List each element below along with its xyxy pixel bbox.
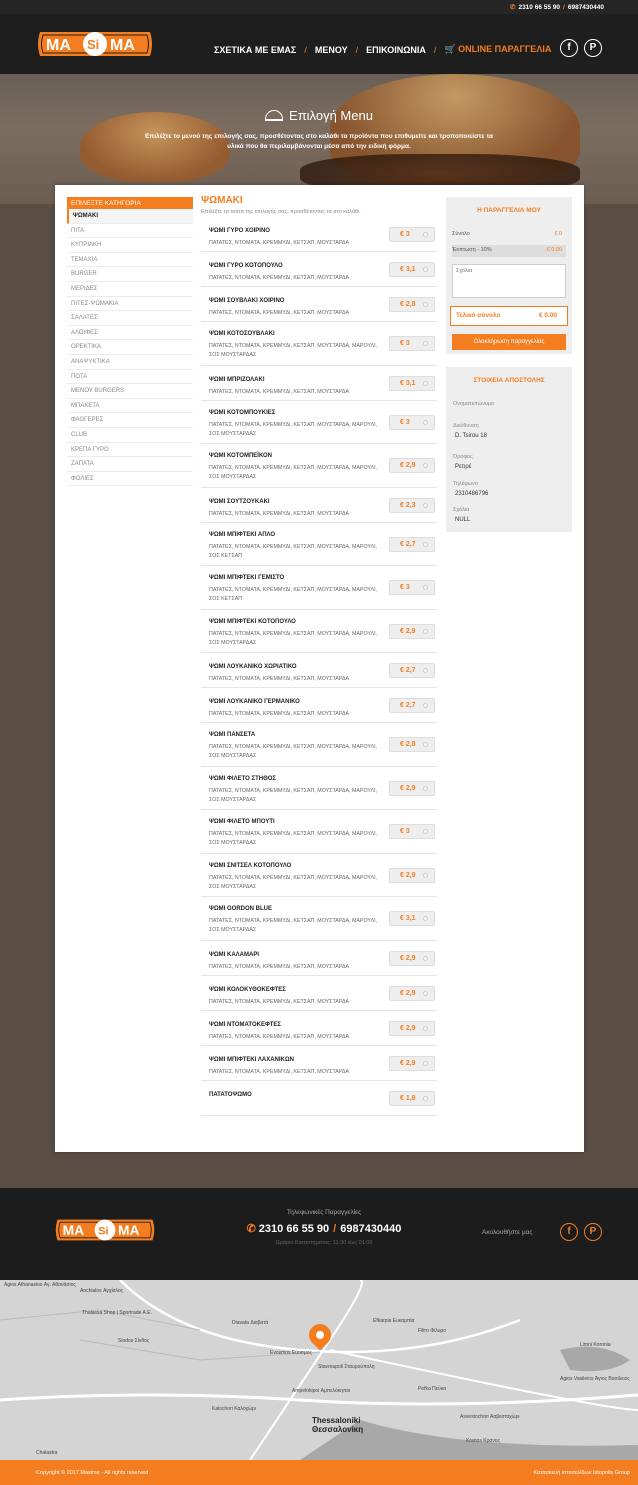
product-price: € 3,1 bbox=[400, 379, 416, 387]
product-description: ΠΑΤΑΤΕΣ, ΝΤΟΜΑΤΑ, ΚΡΕΜΜΥΔΙ, ΚΕΤΣΑΠ, ΜΟΥΣΤΑΡΔΑ bbox=[209, 510, 350, 517]
footer-heading: Τηλεφωνικές Παραγγελίες bbox=[286, 1209, 362, 1216]
add-to-cart-button[interactable] bbox=[389, 986, 435, 1001]
product-description: ΠΑΤΑΤΕΣ, ΝΤΟΜΑΤΑ, ΚΡΕΜΜΥΔΙ, ΚΕΤΣΑΠ, ΜΟΥΣΤΑΡΔΑ, ΜΑΡΟΥΛΙ, ΣΟΣ ΜΟΥΣΤΑΡΔΑΣ bbox=[209, 343, 378, 358]
product-price: € 2,7 bbox=[400, 702, 416, 709]
add-icon bbox=[423, 703, 428, 708]
add-icon bbox=[423, 463, 428, 468]
map-label: Sindos Σίνδος bbox=[118, 1338, 150, 1344]
product-row bbox=[201, 1081, 437, 1116]
shipping-address-label: Διεύθυνση bbox=[453, 423, 479, 429]
product-row bbox=[201, 810, 437, 854]
product-price: € 3,1 bbox=[400, 266, 416, 273]
add-icon bbox=[423, 668, 428, 673]
map-label: Thalassa Shop | Sportrade A.E. bbox=[82, 1310, 152, 1316]
category-item[interactable]: ΠΟΤΑ bbox=[67, 370, 193, 385]
add-to-cart-button[interactable] bbox=[389, 1056, 435, 1071]
footer bbox=[0, 1188, 638, 1280]
product-row bbox=[201, 252, 437, 287]
order-sum-value: € 0 bbox=[554, 231, 562, 237]
category-item[interactable]: BURGER bbox=[67, 267, 193, 282]
add-to-cart-button[interactable] bbox=[389, 737, 435, 752]
pinterest-icon[interactable]: P bbox=[584, 39, 602, 57]
category-header: ΕΠΙΛΕΞΤΕ ΚΑΤΗΓΟΡΙΑ bbox=[67, 197, 193, 209]
product-price: € 3 bbox=[400, 584, 410, 592]
add-icon bbox=[423, 1061, 428, 1066]
product-name: ΨΩΜΙ ΓΥΡΟ ΧΟΙΡΙΝΟ bbox=[209, 228, 270, 234]
product-name: ΨΩΜΙ ΓΥΡΟ ΚΟΤΟΠΟΥΛΟ bbox=[209, 263, 283, 269]
product-description: ΠΑΤΑΤΕΣ, ΝΤΟΜΑΤΑ, ΚΡΕΜΜΥΔΙ, ΚΕΤΣΑΠ, ΜΟΥΣΤΑΡΔΑ, ΜΑΡΟΥΛΙ, ΣΟΣ ΚΕΤΣΑΠ bbox=[209, 543, 378, 559]
category-item[interactable]: ΜΕΡΙΔΕΣ bbox=[67, 282, 193, 297]
category-item[interactable]: ΠΙΤΑ bbox=[67, 224, 193, 239]
logo-text-left: MA bbox=[46, 37, 71, 54]
add-to-cart-button[interactable] bbox=[389, 868, 435, 883]
footer-phone-2[interactable]: 6987430440 bbox=[340, 1223, 402, 1235]
product-description: ΠΑΤΑΤΕΣ, ΝΤΟΜΑΤΑ, ΚΡΕΜΜΥΔΙ, ΚΕΤΣΑΠ, ΜΟΥΣΤΑΡΔΑ, ΜΑΡΟΥΛΙ, ΣΟΣ ΚΕΤΣΑΠ bbox=[209, 587, 378, 602]
product-row bbox=[201, 767, 437, 811]
complete-order-button[interactable]: Ολοκλήρωση παραγγελίας bbox=[452, 334, 566, 350]
shipping-floor-value: Ρετιρέ bbox=[455, 464, 472, 470]
product-price: € 3 bbox=[400, 828, 410, 836]
add-to-cart-button[interactable] bbox=[389, 297, 435, 312]
order-title: Η ΠΑΡΑΓΓΕΛΙΑ ΜΟΥ bbox=[477, 207, 541, 214]
add-icon bbox=[423, 742, 428, 747]
product-price: € 2,9 bbox=[400, 462, 416, 470]
product-row bbox=[201, 653, 437, 688]
product-name: ΨΩΜΙ ΜΠΡΙΖΟΛΑΚΙ bbox=[209, 376, 265, 383]
category-item[interactable]: ΚΡΕΠΑ ΓΥΡΟ bbox=[67, 443, 193, 458]
product-row bbox=[201, 444, 437, 488]
product-price: € 3 bbox=[400, 340, 410, 348]
top-bar bbox=[0, 0, 638, 14]
top-phone-1[interactable]: 2310 66 55 90 bbox=[518, 4, 561, 11]
product-price: € 2,8 bbox=[400, 741, 416, 749]
shipping-address-value: D. Tsirou 18 bbox=[455, 433, 487, 439]
shipping-floor-label: Όροφος bbox=[453, 454, 473, 460]
product-price: € 2,9 bbox=[400, 627, 416, 635]
add-icon bbox=[423, 786, 428, 791]
footer-facebook-icon[interactable]: f bbox=[560, 1223, 578, 1241]
svg-text:MA: MA bbox=[117, 1222, 140, 1239]
product-row bbox=[201, 566, 437, 610]
category-item[interactable]: ΟΡΕΚΤΙΚΑ bbox=[67, 340, 193, 355]
main-nav: ΣΧΕΤΙΚΑ ΜΕ ΕΜΑΣ / ΜΕΝΟΥ / ΕΠΙΚΟΙΝΩΝΙΑ / 🛒 ONLINE ΠΑΡΑΓΓΕΛΙΑ bbox=[214, 44, 552, 55]
add-to-cart-button[interactable] bbox=[389, 1091, 435, 1106]
product-description: ΠΑΤΑΤΕΣ, ΝΤΟΜΑΤΑ, ΚΡΕΜΜΥΔΙ, ΚΕΤΣΑΠ, ΜΟΥΣΤΑΡΔΑ bbox=[209, 1068, 350, 1075]
add-icon bbox=[423, 232, 428, 237]
product-description: ΠΑΤΑΤΕΣ, ΝΤΟΜΑΤΑ, ΚΡΕΜΜΥΔΙ, ΚΕΤΣΑΠ, ΜΟΥΣΤΑΡΔΑ bbox=[209, 998, 350, 1005]
add-to-cart-button[interactable] bbox=[389, 1021, 435, 1036]
product-name: ΨΩΜΙ ΚΟΤΟΣΟΥΒΛΑΚΙ bbox=[209, 331, 275, 337]
phone-icon: ✆ bbox=[246, 1223, 256, 1235]
add-icon bbox=[423, 381, 428, 386]
product-price: € 2,8 bbox=[400, 301, 416, 308]
category-item[interactable]: ΖΑΠΑΤΑ bbox=[67, 457, 193, 472]
product-row bbox=[201, 488, 437, 523]
product-price: € 2,9 bbox=[400, 954, 416, 962]
hero-title: Επιλογή Menu bbox=[0, 108, 638, 123]
product-row bbox=[201, 897, 437, 941]
add-icon bbox=[423, 873, 428, 878]
map-label: Kalochori Καλοχώρι bbox=[212, 1406, 256, 1412]
product-name: ΨΩΜΙ ΣΝΙΤΣΕΛ ΚΟΤΟΠΟΥΛΟ bbox=[209, 862, 292, 869]
svg-text:MA: MA bbox=[62, 1222, 85, 1239]
product-description: ΠΑΤΑΤΕΣ, ΝΤΟΜΑΤΑ, ΚΡΕΜΜΥΔΙ, ΚΕΤΣΑΠ, ΜΟΥΣΤΑΡΔΑ, ΜΑΡΟΥΛΙ, ΣΟΣ ΜΟΥΣΤΑΡΔΑΣ bbox=[209, 421, 378, 437]
product-list bbox=[201, 195, 437, 1102]
map-label: Limni Koronia bbox=[580, 1342, 611, 1348]
product-name: ΨΩΜΙ ΜΠΙΦΤΕΚΙ ΑΠΛΟ bbox=[209, 531, 276, 538]
product-name: ΨΩΜΙ ΜΠΙΦΤΕΚΙ ΚΟΤΟΠΟΥΛΟ bbox=[209, 618, 296, 625]
product-description: ΠΑΤΑΤΕΣ, ΝΤΟΜΑΤΑ, ΚΡΕΜΜΥΔΙ, ΚΕΤΣΑΠ, ΜΟΥΣΤΑΡΔΑ, ΜΑΡΟΥΛΙ, ΣΟΣ ΜΟΥΣΤΑΡΔΑΣ bbox=[209, 630, 378, 646]
product-row bbox=[201, 1046, 437, 1081]
product-row bbox=[201, 287, 437, 322]
add-to-cart-button[interactable] bbox=[389, 698, 435, 713]
category-item[interactable]: ΠΙΤΕΣ-ΨΩΜΑΚΙΑ bbox=[67, 297, 193, 312]
product-row bbox=[201, 688, 437, 723]
add-to-cart-button[interactable] bbox=[389, 663, 435, 678]
add-to-cart-button[interactable] bbox=[389, 376, 435, 391]
product-row bbox=[201, 854, 437, 898]
add-icon bbox=[423, 420, 428, 425]
add-to-cart-button[interactable] bbox=[389, 336, 435, 351]
svg-text:Si: Si bbox=[98, 1225, 109, 1238]
product-description: ΠΑΤΑΤΕΣ, ΝΤΟΜΑΤΑ, ΚΡΕΜΜΥΔΙ, ΚΕΤΣΑΠ, ΜΟΥΣΤΑΡΔΑ bbox=[209, 676, 350, 682]
map-label: Chalastra bbox=[36, 1450, 58, 1456]
product-row bbox=[201, 976, 437, 1011]
product-name: ΨΩΜΙ ΣΟΥΒΛΑΚΙ ΧΟΙΡΙΝΟ bbox=[209, 298, 285, 304]
bottom-bar bbox=[0, 1460, 638, 1485]
map-label: Diavata Διαβατά bbox=[232, 1320, 269, 1326]
product-price: € 3 bbox=[400, 418, 410, 426]
shipping-notes-label: Σχόλια bbox=[453, 507, 470, 513]
product-price: € 3,1 bbox=[400, 915, 416, 923]
add-to-cart-button[interactable] bbox=[389, 824, 435, 839]
product-description: ΠΑΤΑΤΕΣ, ΝΤΟΜΑΤΑ, ΚΡΕΜΜΥΔΙ, ΚΕΤΣΑΠ, ΜΟΥΣΤΑΡΔΑ, ΜΑΡΟΥΛΙ, ΣΟΣ ΜΟΥΣΤΑΡΔΑΣ bbox=[209, 465, 378, 480]
product-description: ΠΑΤΑΤΕΣ, ΝΤΟΜΑΤΑ, ΚΡΕΜΜΥΔΙ, ΚΕΤΣΑΠ, ΜΟΥΣΤΑΡΔΑ, ΜΑΡΟΥΛΙ, ΣΟΣ ΜΟΥΣΤΑΡΔΑΣ bbox=[209, 918, 378, 933]
product-row bbox=[201, 723, 437, 767]
product-row bbox=[201, 217, 437, 252]
product-name: ΨΩΜΙ ΚΟΛΟΚΥΘΟΚΕΦΤΕΣ bbox=[209, 986, 286, 993]
map-label: Agios Vasileios Άγιος Βασίλειος bbox=[560, 1376, 630, 1382]
footer-pinterest-icon[interactable]: P bbox=[584, 1223, 602, 1241]
category-item[interactable]: ΜΠΑΚΕΤΑ bbox=[67, 399, 193, 414]
category-item[interactable]: ΑΝΑΨΥΚΤΙΚΑ bbox=[67, 355, 193, 370]
product-description: ΠΑΤΑΤΕΣ, ΝΤΟΜΑΤΑ, ΚΡΕΜΜΥΔΙ, ΚΕΤΣΑΠ, ΜΟΥΣΤΑΡΔΑ bbox=[209, 388, 350, 395]
order-discount-value: € 0.00 bbox=[546, 247, 562, 253]
copyright: Copyright © 2017 Masime - All rights reserved bbox=[36, 1470, 149, 1476]
category-item[interactable]: ΨΩΜΑΚΙ bbox=[67, 209, 193, 224]
add-icon bbox=[423, 1096, 428, 1101]
add-icon bbox=[423, 341, 428, 346]
product-name: ΨΩΜΙ GORDON BLUE bbox=[209, 906, 272, 912]
product-price: € 2,9 bbox=[400, 871, 416, 879]
product-row bbox=[201, 941, 437, 976]
logo-text-right: MA bbox=[110, 37, 135, 54]
category-sidebar bbox=[67, 197, 193, 486]
category-item[interactable]: ΚΥΠΡΙΑΚΗ bbox=[67, 238, 193, 253]
category-item[interactable]: CLUB bbox=[67, 428, 193, 443]
product-name: ΨΩΜΙ ΚΟΤΟΜΠΕΪΚΟΝ bbox=[209, 453, 273, 459]
add-icon bbox=[423, 991, 428, 996]
add-to-cart-button[interactable] bbox=[389, 227, 435, 242]
order-sum-row: Σύνολο € 0 bbox=[452, 231, 562, 237]
map-label: Pefka Πεύκα bbox=[418, 1386, 447, 1392]
add-icon bbox=[423, 629, 428, 634]
product-price: € 1,8 bbox=[400, 1094, 416, 1102]
shipping-phone-label: Τηλέφωνο bbox=[453, 481, 478, 487]
product-description: ΠΑΤΑΤΕΣ, ΝΤΟΜΑΤΑ, ΚΡΕΜΜΥΔΙ, ΚΕΤΣΑΠ, ΜΟΥΣΤΑΡΔΑ, ΜΑΡΟΥΛΙ, ΣΟΣ ΜΟΥΣΤΑΡΔΑΣ bbox=[209, 831, 378, 846]
product-row bbox=[201, 322, 437, 366]
order-total-value: € 0.00 bbox=[538, 312, 557, 319]
product-description: ΠΑΤΑΤΕΣ, ΝΤΟΜΑΤΑ, ΚΡΕΜΜΥΔΙ, ΚΕΤΣΑΠ, ΜΟΥΣΤΑΡΔΑ bbox=[209, 240, 350, 246]
product-description: ΠΑΤΑΤΕΣ, ΝΤΟΜΑΤΑ, ΚΡΕΜΜΥΔΙ, ΚΕΤΣΑΠ, ΜΟΥΣΤΑΡΔΑ, ΜΑΡΟΥΛΙ, ΣΟΣ ΜΟΥΣΤΑΡΔΑΣ bbox=[209, 744, 378, 759]
product-row bbox=[201, 1011, 437, 1046]
shipping-notes-value: NULL bbox=[455, 517, 471, 523]
add-icon bbox=[423, 916, 428, 921]
phone-icon: ✆ bbox=[510, 4, 516, 11]
product-name: ΨΩΜΙ ΦΙΛΕΤΟ ΜΠΟΥΤΙ bbox=[209, 819, 275, 825]
product-name: ΠΑΤΑΤΟΨΩΜΟ bbox=[209, 1091, 252, 1098]
add-icon bbox=[423, 1026, 428, 1031]
product-name: ΨΩΜΙ ΣΟΥΤΖΟΥΚΑΚΙ bbox=[209, 498, 270, 505]
map-label: Asvestochori Ασβεστοχώρι bbox=[460, 1414, 520, 1420]
shipping-panel bbox=[446, 367, 572, 532]
product-description: ΠΑΤΑΤΕΣ, ΝΤΟΜΑΤΑ, ΚΡΕΜΜΥΔΙ, ΚΕΤΣΑΠ, ΜΟΥΣΤΑΡΔΑ bbox=[209, 1033, 350, 1040]
product-description: ΠΑΤΑΤΕΣ, ΝΤΟΜΑΤΑ, ΚΡΕΜΜΥΔΙ, ΚΕΤΣΑΠ, ΜΟΥΣΤΑΡΔΑ bbox=[209, 711, 350, 717]
product-description: ΠΑΤΑΤΕΣ, ΝΤΟΜΑΤΑ, ΚΡΕΜΜΥΔΙ, ΚΕΤΣΑΠ, ΜΟΥΣΤΑΡΔΑ bbox=[209, 310, 350, 316]
product-description: ΠΑΤΑΤΕΣ, ΝΤΟΜΑΤΑ, ΚΡΕΜΜΥΔΙ, ΚΕΤΣΑΠ, ΜΟΥΣΤΑΡΔΑ, ΜΑΡΟΥΛΙ, ΣΟΣ ΜΟΥΣΤΑΡΔΑΣ bbox=[209, 874, 378, 890]
order-panel bbox=[446, 197, 572, 354]
location-map[interactable] bbox=[0, 1280, 638, 1460]
add-icon bbox=[423, 267, 428, 272]
order-discount-row: Έκπτωση - 10% € 0.00 bbox=[452, 245, 566, 257]
order-total: Τελικό σύνολο € 0.00 bbox=[450, 306, 568, 326]
map-label: Ampelokipoi Αμπελόκηποι bbox=[292, 1388, 351, 1394]
product-price: € 2,9 bbox=[400, 1024, 416, 1032]
product-name: ΨΩΜΙ ΚΟΤΟΜΠΟΥΚΙΕΣ bbox=[209, 409, 276, 416]
add-to-cart-button[interactable] bbox=[389, 458, 435, 473]
category-item[interactable]: ΑΛΟΙΦΕΣ bbox=[67, 326, 193, 341]
add-icon bbox=[423, 503, 428, 508]
footer-phone-1[interactable]: 2310 66 55 90 bbox=[258, 1223, 330, 1235]
cloche-icon bbox=[265, 110, 283, 121]
product-row bbox=[201, 523, 437, 567]
map-label: Agios Athanasios Αγ. Αθανάσιος bbox=[4, 1282, 76, 1288]
shipping-title: ΣΤΟΙΧΕΙΑ ΑΠΟΣΤΟΛΗΣ bbox=[473, 377, 545, 384]
map-label: Anchialos Αγχίαλος bbox=[80, 1288, 124, 1294]
nav-about[interactable]: ΣΧΕΤΙΚΑ ΜΕ ΕΜΑΣ bbox=[214, 44, 297, 55]
map-label: Filiro Φίλυρο bbox=[418, 1328, 447, 1334]
logo[interactable] bbox=[36, 28, 154, 60]
product-name: ΨΩΜΙ ΦΙΛΕΤΟ ΣΤΗΘΟΣ bbox=[209, 775, 277, 782]
add-icon bbox=[423, 829, 428, 834]
product-name: ΨΩΜΙ ΛΟΥΚΑΝΙΚΟ ΧΩΡΙΑΤΙΚΟ bbox=[209, 664, 297, 670]
add-to-cart-button[interactable] bbox=[389, 624, 435, 639]
hero-description: Επιλέξτε το μενού της επιλογής σας, προσθέτοντας στο καλάθι τα προϊόντα που επιθυμείτε και τροποποιείστε τα υλικά που θα περιλαμβάνονται μέσα από την ειδική φόρμα. bbox=[144, 133, 494, 150]
logo-text-mid: Si bbox=[87, 37, 100, 52]
add-icon bbox=[423, 585, 428, 590]
product-price: € 2,9 bbox=[400, 989, 416, 997]
product-row bbox=[201, 401, 437, 445]
category-item[interactable]: ΦΟΛΙΕΣ bbox=[67, 472, 193, 487]
category-item[interactable]: ΣΑΛΑΤΕΣ bbox=[67, 311, 193, 326]
nav-contact[interactable]: ΕΠΙΚΟΙΝΩΝΙΑ bbox=[366, 44, 426, 55]
product-description: ΠΑΤΑΤΕΣ, ΝΤΟΜΑΤΑ, ΚΡΕΜΜΥΔΙ, ΚΕΤΣΑΠ, ΜΟΥΣΤΑΡΔΑ, ΜΑΡΟΥΛΙ, ΣΟΣ ΜΟΥΣΤΑΡΔΑΣ bbox=[209, 787, 378, 803]
cart-icon: 🛒 bbox=[444, 44, 459, 54]
add-to-cart-button[interactable] bbox=[389, 951, 435, 966]
footer-hours: Ωράριο Καταστήματος: 11:30 έως 01:00 bbox=[275, 1240, 373, 1246]
add-to-cart-button[interactable] bbox=[389, 262, 435, 277]
header bbox=[0, 14, 638, 74]
map-label: Stavroupoli Σταυρούπολη bbox=[318, 1364, 375, 1370]
top-phone-2[interactable]: 6987430440 bbox=[567, 4, 604, 11]
follow-us-label: Ακολουθήστε μας bbox=[482, 1229, 533, 1236]
add-to-cart-button[interactable] bbox=[389, 537, 435, 552]
product-row bbox=[201, 366, 437, 401]
product-price: € 2,3 bbox=[400, 501, 416, 509]
map-label: Kranos Κρανος bbox=[466, 1438, 500, 1444]
product-description: ΠΑΤΑΤΕΣ, ΝΤΟΜΑΤΑ, ΚΡΕΜΜΥΔΙ, ΚΕΤΣΑΠ, ΜΟΥΣΤΑΡΔΑ bbox=[209, 963, 350, 970]
map-label: Evosmos Εύοσμος bbox=[270, 1350, 312, 1356]
map-label: Efkarpia Ευκαρπία bbox=[373, 1318, 415, 1324]
product-price: € 2,7 bbox=[400, 540, 416, 548]
footer-logo[interactable] bbox=[54, 1216, 156, 1244]
product-price: € 3 bbox=[400, 231, 410, 238]
shipping-phone-value: 2310486796 bbox=[455, 491, 489, 497]
add-to-cart-button[interactable] bbox=[389, 498, 435, 513]
product-row bbox=[201, 610, 437, 654]
product-name: ΨΩΜΙ ΜΠΙΦΤΕΚΙ ΓΕΜΙΣΤΟ bbox=[209, 575, 285, 581]
add-to-cart-button[interactable] bbox=[389, 911, 435, 926]
product-name: ΨΩΜΙ ΝΤΟΜΑΤΟΚΕΦΤΕΣ bbox=[209, 1021, 281, 1028]
map-city-label: Thessaloniki Θεσσαλονίκη bbox=[312, 1416, 364, 1434]
category-title: ΨΩΜΑΚΙ bbox=[201, 195, 243, 206]
order-notes-input[interactable] bbox=[452, 264, 566, 298]
product-price: € 2,7 bbox=[400, 667, 416, 674]
category-item[interactable]: ΤΕΜΑΧΙΑ bbox=[67, 253, 193, 268]
add-to-cart-button[interactable] bbox=[389, 781, 435, 796]
add-icon bbox=[423, 956, 428, 961]
facebook-icon[interactable]: f bbox=[560, 39, 578, 57]
product-price: € 2,9 bbox=[400, 1059, 416, 1067]
add-to-cart-button[interactable] bbox=[389, 415, 435, 430]
category-subtitle: Επιλέξτε τα πιάτα της επιλογής σας, προσθέτοντας τα στο καλάθι. bbox=[201, 209, 361, 215]
nav-online-order[interactable]: 🛒 ONLINE ΠΑΡΑΓΓΕΛΙΑ bbox=[444, 44, 552, 54]
product-name: ΨΩΜΙ ΛΟΥΚΑΝΙΚΟ ΓΕΡΜΑΝΙΚΟ bbox=[209, 699, 300, 705]
footer-phones: ✆ 2310 66 55 90 / 6987430440 bbox=[246, 1223, 402, 1235]
add-to-cart-button[interactable] bbox=[389, 580, 435, 595]
product-price: € 2,9 bbox=[400, 784, 416, 792]
product-name: ΨΩΜΙ ΚΑΛΑΜΑΡΙ bbox=[209, 951, 259, 958]
menu-card bbox=[55, 185, 584, 1152]
shipping-name-label: Ονοματεπώνυμο bbox=[453, 401, 495, 407]
product-name: ΨΩΜΙ ΠΑΝΣΕΤΑ bbox=[209, 732, 256, 738]
top-phones: ✆ 2310 66 55 90 / 6987430440 bbox=[510, 4, 604, 11]
category-item[interactable]: ΜΕΝΟΥ BURGERS bbox=[67, 384, 193, 399]
product-description: ΠΑΤΑΤΕΣ, ΝΤΟΜΑΤΑ, ΚΡΕΜΜΥΔΙ, ΚΕΤΣΑΠ, ΜΟΥΣΤΑΡΔΑ bbox=[209, 275, 350, 281]
category-item[interactable]: ΦΑΟΓΕΡΕΣ bbox=[67, 413, 193, 428]
product-name: ΨΩΜΙ ΜΠΙΦΤΕΚΙ ΛΑΧΑΝΙΚΩΝ bbox=[209, 1056, 295, 1063]
add-icon bbox=[423, 302, 428, 307]
nav-menu[interactable]: ΜΕΝΟΥ bbox=[314, 44, 348, 55]
developer-credit[interactable]: Κατασκευή ιστοσελίδων Istopolis Group bbox=[533, 1470, 630, 1476]
add-icon bbox=[423, 542, 428, 547]
